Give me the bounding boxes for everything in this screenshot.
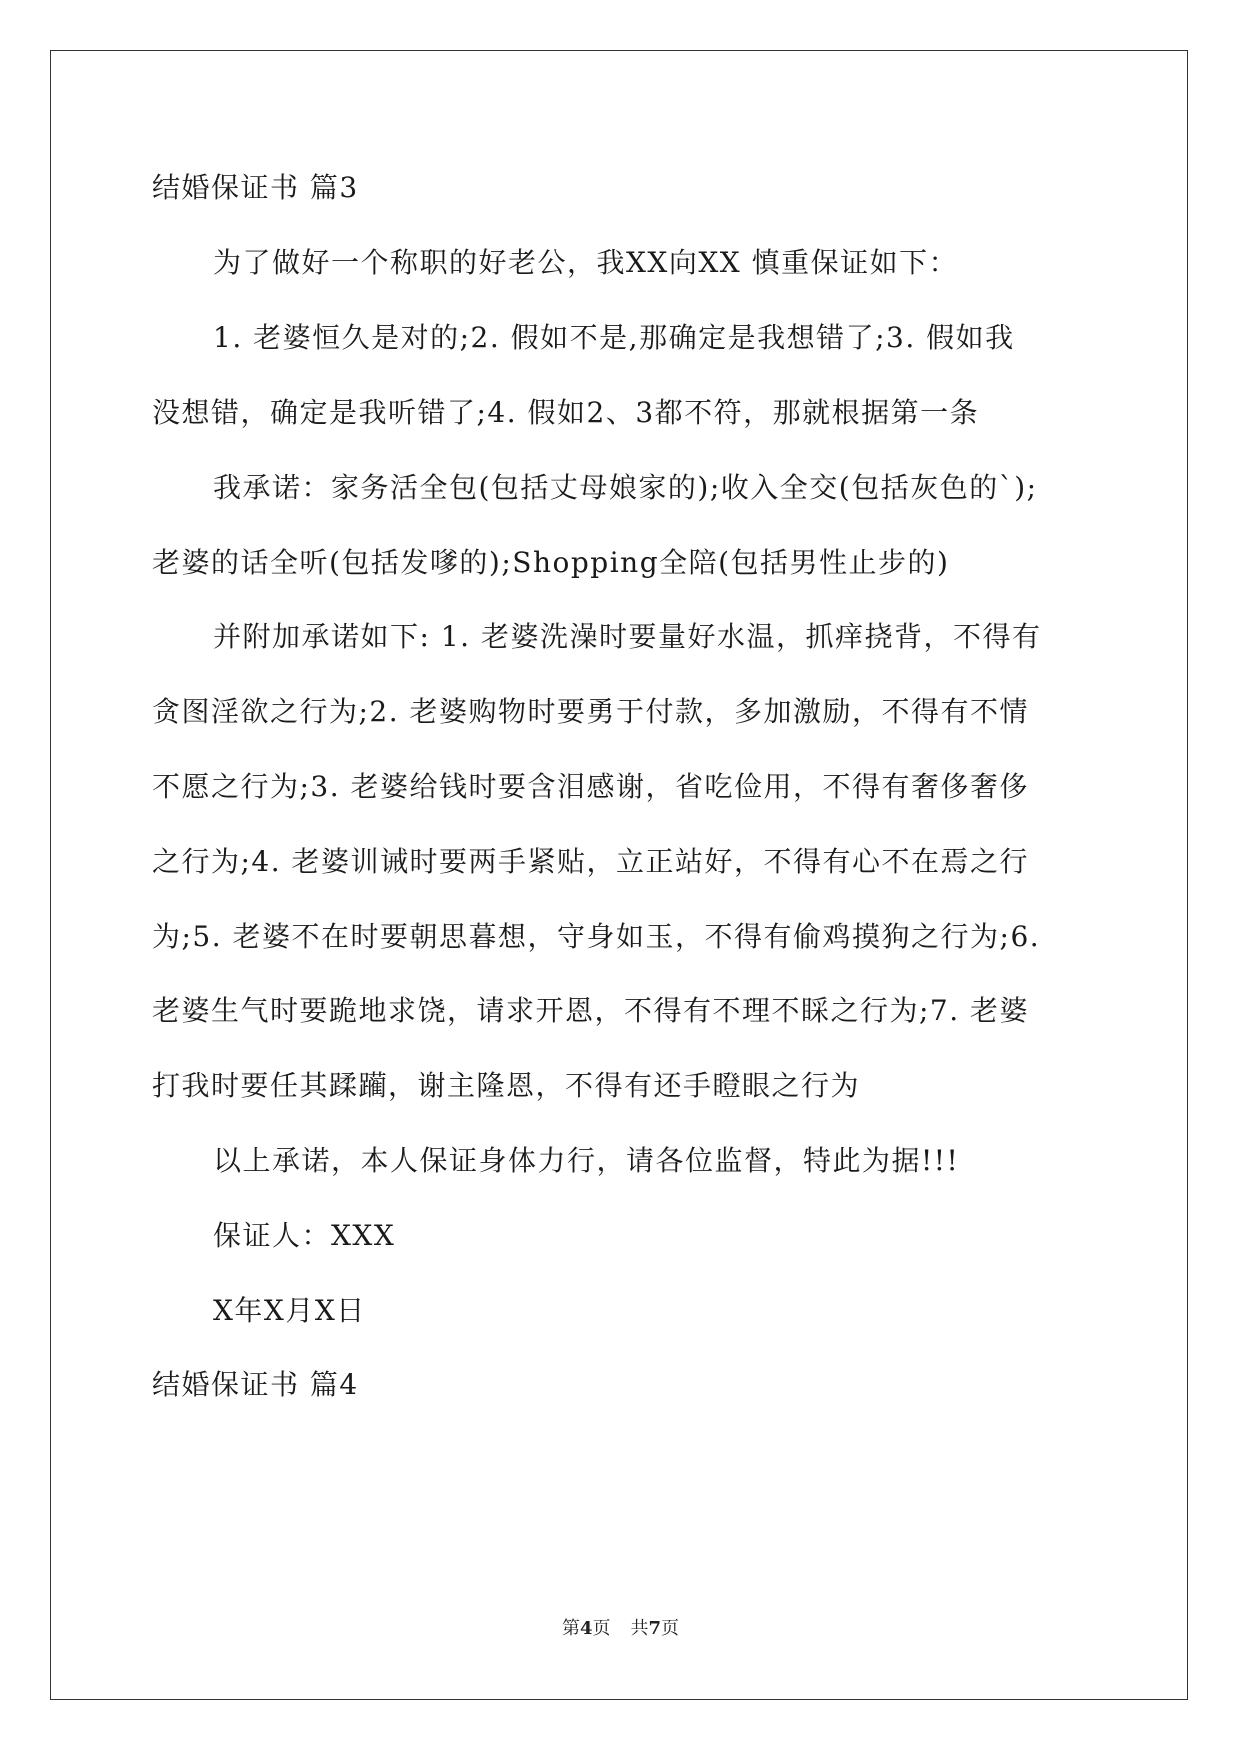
date-line: X年X月X日: [213, 1294, 366, 1327]
paragraph-additional-line-1: 并附加承诺如下: 1. 老婆洗澡时要量好水温，抓痒挠背，不得有: [213, 620, 1042, 653]
section-heading: 结婚保证书 篇3: [152, 171, 359, 204]
paragraph-rules-line-2: 没想错，确定是我听错了;4. 假如2、3都不符，那就根据第一条: [152, 396, 980, 429]
paragraph-rules-line-1: 1. 老婆恒久是对的;2. 假如不是,那确定是我想错了;3. 假如我: [213, 321, 1015, 354]
current-page-number: 4: [579, 1618, 593, 1639]
paragraph-additional-line-5: 为;5. 老婆不在时要朝思暮想，守身如玉，不得有偷鸡摸狗之行为;6.: [152, 920, 1041, 953]
next-section-heading: 结婚保证书 篇4: [152, 1368, 359, 1401]
paragraph-additional-line-3: 不愿之行为;3. 老婆给钱时要含泪感谢，省吃俭用，不得有奢侈奢侈: [152, 770, 1030, 803]
total-page-number: 7: [648, 1618, 662, 1639]
paragraph-intro: 为了做好一个称职的好老公，我XX向XX 慎重保证如下：: [213, 246, 959, 279]
guarantor-line: 保证人：XXX: [213, 1219, 396, 1252]
paragraph-closing: 以上承诺，本人保证身体力行，请各位监督，特此为据!!!: [213, 1144, 960, 1177]
paragraph-additional-line-7: 打我时要任其蹂躏，谢主隆恩，不得有还手瞪眼之行为: [152, 1069, 861, 1102]
total-prefix: 共: [630, 1618, 649, 1639]
paragraph-additional-line-4: 之行为;4. 老婆训诫时要两手紧贴，立正站好，不得有心不在焉之行: [152, 845, 1030, 878]
page-suffix: 页: [592, 1618, 611, 1639]
page-footer: [0, 1617, 1241, 1641]
paragraph-additional-line-2: 贪图淫欲之行为;2. 老婆购物时要勇于付款，多加激励，不得有不情: [152, 695, 1030, 728]
paragraph-additional-line-6: 老婆生气时要跪地求饶，请求开恩，不得有不理不睬之行为;7. 老婆: [152, 994, 1030, 1027]
page-prefix: 第: [561, 1618, 580, 1639]
paragraph-promise-line-2: 老婆的话全听(包括发嗲的);Shopping全陪(包括男性止步的): [152, 546, 950, 579]
paragraph-promise-line-1: 我承诺：家务活全包(包括丈母娘家的);收入全交(包括灰色的`);: [213, 471, 1038, 504]
total-suffix: 页: [661, 1618, 680, 1639]
